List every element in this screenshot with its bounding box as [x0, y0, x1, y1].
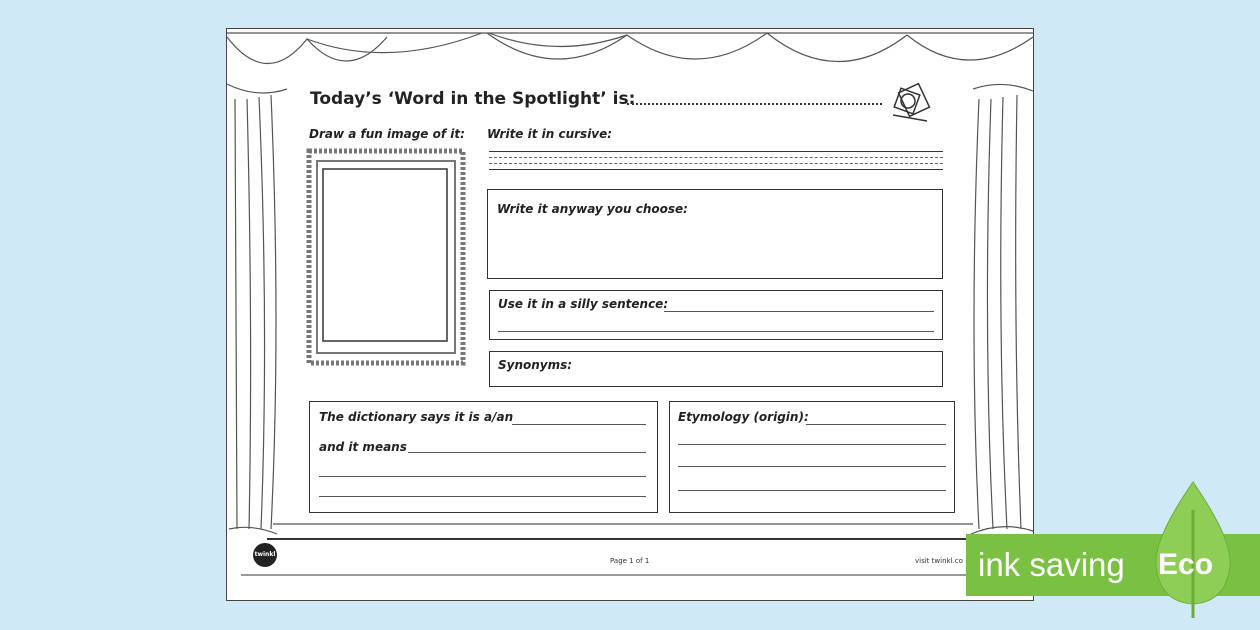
silly-sentence-box[interactable] — [489, 290, 943, 340]
answer-line[interactable] — [678, 444, 946, 445]
anyway-label: Write it anyway you choose: — [497, 202, 688, 216]
twinkl-logo: twinkl — [253, 543, 277, 567]
etymology-label: Etymology (origin): — [678, 410, 809, 424]
page-number: Page 1 of 1 — [610, 557, 650, 565]
draw-label: Draw a fun image of it: — [309, 127, 465, 141]
eco-label: Eco — [1158, 548, 1214, 581]
worksheet-page — [226, 28, 1034, 601]
etymology-box[interactable] — [669, 401, 955, 513]
answer-line[interactable] — [408, 452, 646, 453]
means-label: and it means — [319, 440, 407, 454]
answer-line[interactable] — [664, 311, 934, 312]
answer-line[interactable] — [319, 496, 646, 497]
answer-line[interactable] — [678, 490, 946, 491]
spotlight-icon — [893, 84, 929, 121]
anyway-box[interactable] — [487, 189, 943, 279]
drawing-area[interactable] — [323, 169, 447, 341]
cursive-label: Write it in cursive: — [487, 127, 613, 141]
answer-line[interactable] — [806, 424, 946, 425]
word-answer-line[interactable] — [627, 103, 882, 105]
answer-line[interactable] — [678, 466, 946, 467]
answer-line[interactable] — [512, 424, 646, 425]
synonyms-label: Synonyms: — [498, 358, 573, 372]
answer-line[interactable] — [319, 476, 646, 477]
dictionary-label: The dictionary says it is a/an — [319, 410, 514, 424]
synonyms-box[interactable] — [489, 351, 943, 387]
silly-label: Use it in a silly sentence: — [498, 297, 669, 311]
cursive-lines[interactable] — [489, 151, 943, 170]
dictionary-box[interactable] — [309, 401, 658, 513]
site-link[interactable]: visit twinkl.co — [915, 557, 963, 565]
ink-saving-text: ink saving — [978, 546, 1125, 583]
page-title: Today’s ‘Word in the Spotlight’ is: — [310, 89, 636, 109]
answer-line[interactable] — [498, 331, 934, 332]
